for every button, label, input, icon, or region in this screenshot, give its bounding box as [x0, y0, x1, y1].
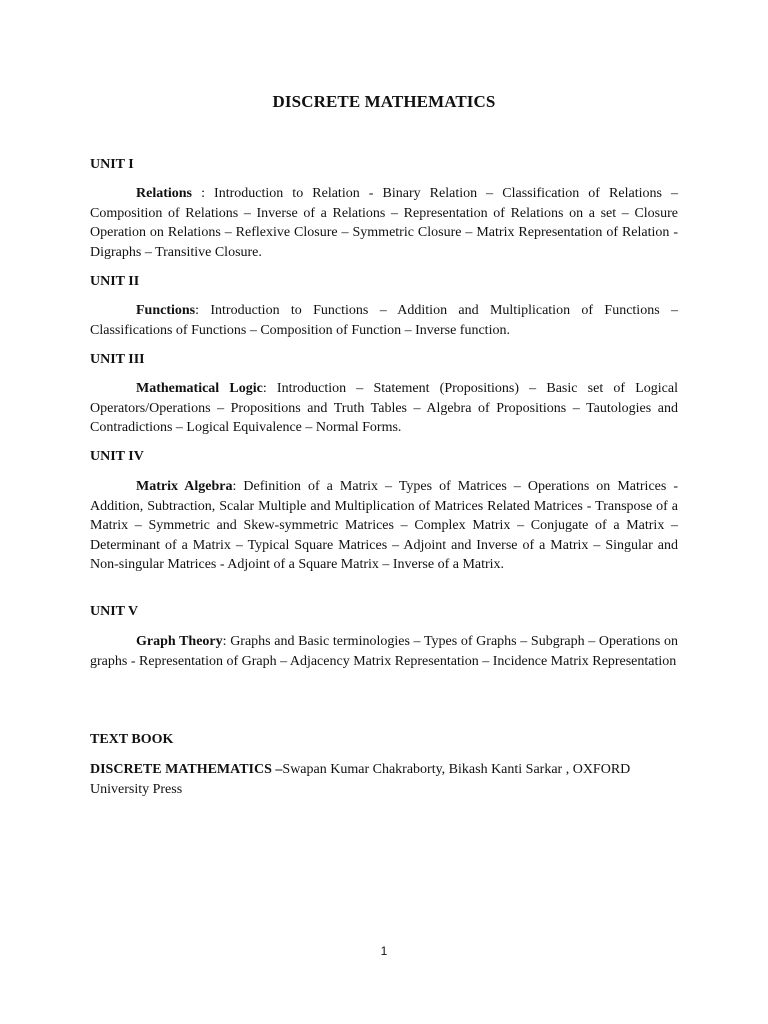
unit-3-topic: Mathematical Logic	[136, 381, 263, 396]
unit-1-description	[90, 184, 678, 262]
unit-2-description	[90, 301, 678, 340]
unit-3-body: : Introduction – Statement (Propositions) – Basic set of Logical Operators/Operations – Propositions and Truth Tables – Algebra of Propositions – Tautologies and Contradictions – Logical Equivalence – Normal Forms.	[90, 381, 678, 435]
textbook-heading: TEXT BOOK	[90, 732, 174, 747]
unit-5-description	[90, 632, 678, 671]
unit-3-heading: UNIT III	[90, 352, 145, 367]
unit-1-topic: Relations	[136, 186, 192, 201]
unit-2-topic: Functions	[136, 303, 196, 318]
unit-2-heading: UNIT II	[90, 274, 140, 289]
textbook-entry	[90, 760, 678, 799]
unit-5-topic: Graph Theory	[136, 634, 223, 649]
unit-4-description	[90, 477, 678, 575]
unit-4-heading: UNIT IV	[90, 449, 144, 464]
unit-5-body: : Graphs and Basic terminologies – Types of Graphs – Subgraph – Operations on graphs - Representation of Graph – Adjacency Matrix Representation – Incidence Matrix Representation	[90, 634, 678, 669]
unit-1-heading: UNIT I	[90, 157, 134, 172]
unit-4-topic: Matrix Algebra	[136, 479, 233, 494]
unit-5-heading: UNIT V	[90, 604, 139, 619]
unit-2-body: : Introduction to Functions – Addition and Multiplication of Functions – Classifications of Functions – Composition of Function – Inverse function.	[90, 303, 678, 338]
unit-1-body: : Introduction to Relation - Binary Relation – Classification of Relations – Composition of Relations – Inverse of a Relations – Representation of Relations on a set – Closure Operation on Relations – Reflexive Closure – Symmetric Closure – Matrix Representation of Relation - Digraphs – Transitive Closure.	[90, 186, 678, 260]
textbook-title: DISCRETE MATHEMATICS –	[90, 762, 283, 777]
page-title: DISCRETE MATHEMATICS	[272, 92, 496, 111]
unit-3-description	[90, 379, 678, 438]
textbook-details: Swapan Kumar Chakraborty, Bikash Kanti Sarkar , OXFORD University Press	[90, 762, 631, 797]
page-number: 1	[380, 944, 388, 958]
unit-4-body: : Definition of a Matrix – Types of Matrices – Operations on Matrices - Addition, Subtraction, Scalar Multiple and Multiplication of Matrices Related Matrices - Transpose of a Matrix – Symmetric and Skew-symmetric Matrices – Complex Matrix – Conjugate of a Matrix – Determinant of a Matrix – Typical Square Matrices – Adjoint and Inverse of a Matrix – Singular and Non-singular Matrices - Adjoint of a Square Matrix – Inverse of a Matrix.	[90, 479, 679, 572]
